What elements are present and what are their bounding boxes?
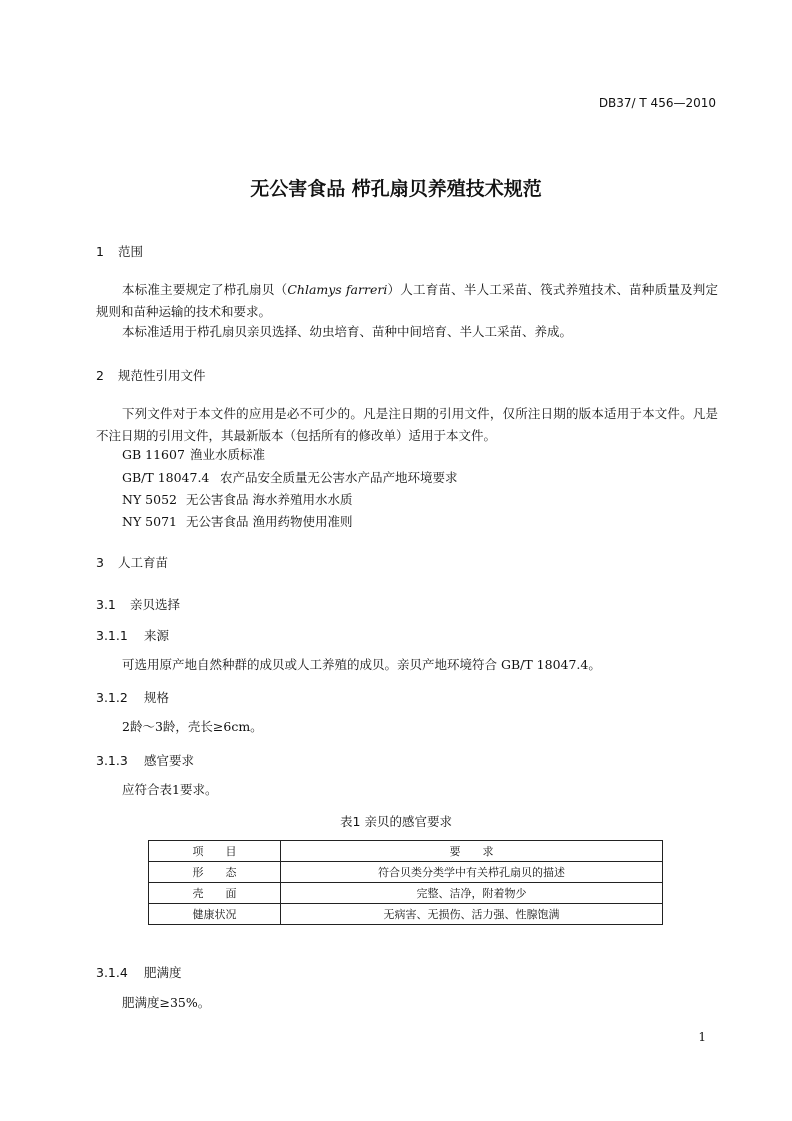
species-latin-name: Chlamys farreri <box>287 282 388 297</box>
reference-item <box>122 512 352 530</box>
section-1-heading <box>96 242 143 260</box>
section-3-1-1-heading <box>96 626 169 644</box>
reference-code: GB/T 18047.4 <box>122 470 210 485</box>
section-title: 感官要求 <box>144 753 195 768</box>
table-header-cell: 项 目 <box>149 841 281 862</box>
section-1-paragraph-2: 本标准适用于栉孔扇贝亲贝选择、幼虫培育、苗种中间培育、半人工采苗、养成。 <box>122 324 573 339</box>
section-number: 3.1 <box>96 597 116 612</box>
table-header-cell: 要 求 <box>281 841 663 862</box>
section-number: 2 <box>96 368 104 383</box>
table-cell: 形 态 <box>149 862 281 883</box>
section-number: 3.1.4 <box>96 965 128 980</box>
section-number: 3.1.3 <box>96 753 128 768</box>
table-cell: 健康状况 <box>149 904 281 925</box>
section-number: 1 <box>96 244 104 259</box>
reference-code: GB 11607 <box>122 447 185 462</box>
section-title: 人工育苗 <box>118 555 169 570</box>
section-3-1-4-heading <box>96 963 182 981</box>
section-1-paragraph-1 <box>96 279 718 323</box>
section-number: 3.1.2 <box>96 690 128 705</box>
section-3-1-2-text: 2龄～3龄，壳长≥6cm。 <box>122 719 263 734</box>
section-3-1-1-text: 可选用原产地自然种群的成贝或人工养殖的成贝。亲贝产地环境符合 GB/T 18047.4。 <box>122 657 601 672</box>
section-3-1-heading <box>96 595 180 613</box>
reference-item <box>122 468 458 486</box>
reference-title: 无公害食品 海水养殖用水水质 <box>186 492 353 507</box>
sensory-requirements-table <box>148 840 663 925</box>
table-caption: 表1 亲贝的感官要求 <box>340 814 452 829</box>
table-cell: 符合贝类分类学中有关栉孔扇贝的描述 <box>281 862 663 883</box>
document-id: DB37/ T 456—2010 <box>598 96 716 110</box>
reference-code: NY 5052 <box>122 492 177 507</box>
section-title: 亲贝选择 <box>130 597 181 612</box>
section-title: 规格 <box>144 690 170 705</box>
table-header-row <box>149 841 663 862</box>
section-3-1-2-heading <box>96 688 169 706</box>
section-2-intro: 下列文件对于本文件的应用是必不可少的。凡是注日期的引用文件，仅所注日期的版本适用于本文件。凡是不注日期的引用文件，其最新版本（包括所有的修改单）适用于本文件。 <box>96 406 718 443</box>
reference-title: 渔业水质标准 <box>190 447 266 462</box>
section-number: 3 <box>96 555 104 570</box>
section-3-1-3-text: 应符合表1要求。 <box>122 782 218 797</box>
section-title: 肥满度 <box>144 965 182 980</box>
section-number: 3.1.1 <box>96 628 128 643</box>
table-row <box>149 904 663 925</box>
section-3-1-3-heading <box>96 751 194 769</box>
reference-title: 无公害食品 渔用药物使用准则 <box>186 514 353 529</box>
table-cell: 壳 面 <box>149 883 281 904</box>
table-row <box>149 862 663 883</box>
reference-item <box>122 445 265 463</box>
section-3-1-4-text: 肥满度≥35%。 <box>122 995 211 1010</box>
section-3-heading <box>96 553 168 571</box>
paragraph-text: 本标准主要规定了栉孔扇贝（ <box>122 282 288 297</box>
table-row <box>149 883 663 904</box>
section-title: 范围 <box>118 244 144 259</box>
reference-item <box>122 490 352 508</box>
reference-code: NY 5071 <box>122 514 177 529</box>
table-cell: 无病害、无损伤、活力强、性腺饱满 <box>281 904 663 925</box>
page-number: 1 <box>698 1030 706 1044</box>
section-2-heading <box>96 366 206 384</box>
section-title: 来源 <box>144 628 170 643</box>
paragraph-text: ）人工育苗、半人工采苗、筏式养殖技术、苗种质量及判定规则和苗种运输的技术和要求。 <box>96 282 718 319</box>
document-title: 无公害食品 栉孔扇贝养殖技术规范 <box>250 178 542 200</box>
section-title: 规范性引用文件 <box>118 368 206 383</box>
reference-title: 农产品安全质量无公害水产品产地环境要求 <box>220 470 458 485</box>
table-cell: 完整、洁净，附着物少 <box>281 883 663 904</box>
